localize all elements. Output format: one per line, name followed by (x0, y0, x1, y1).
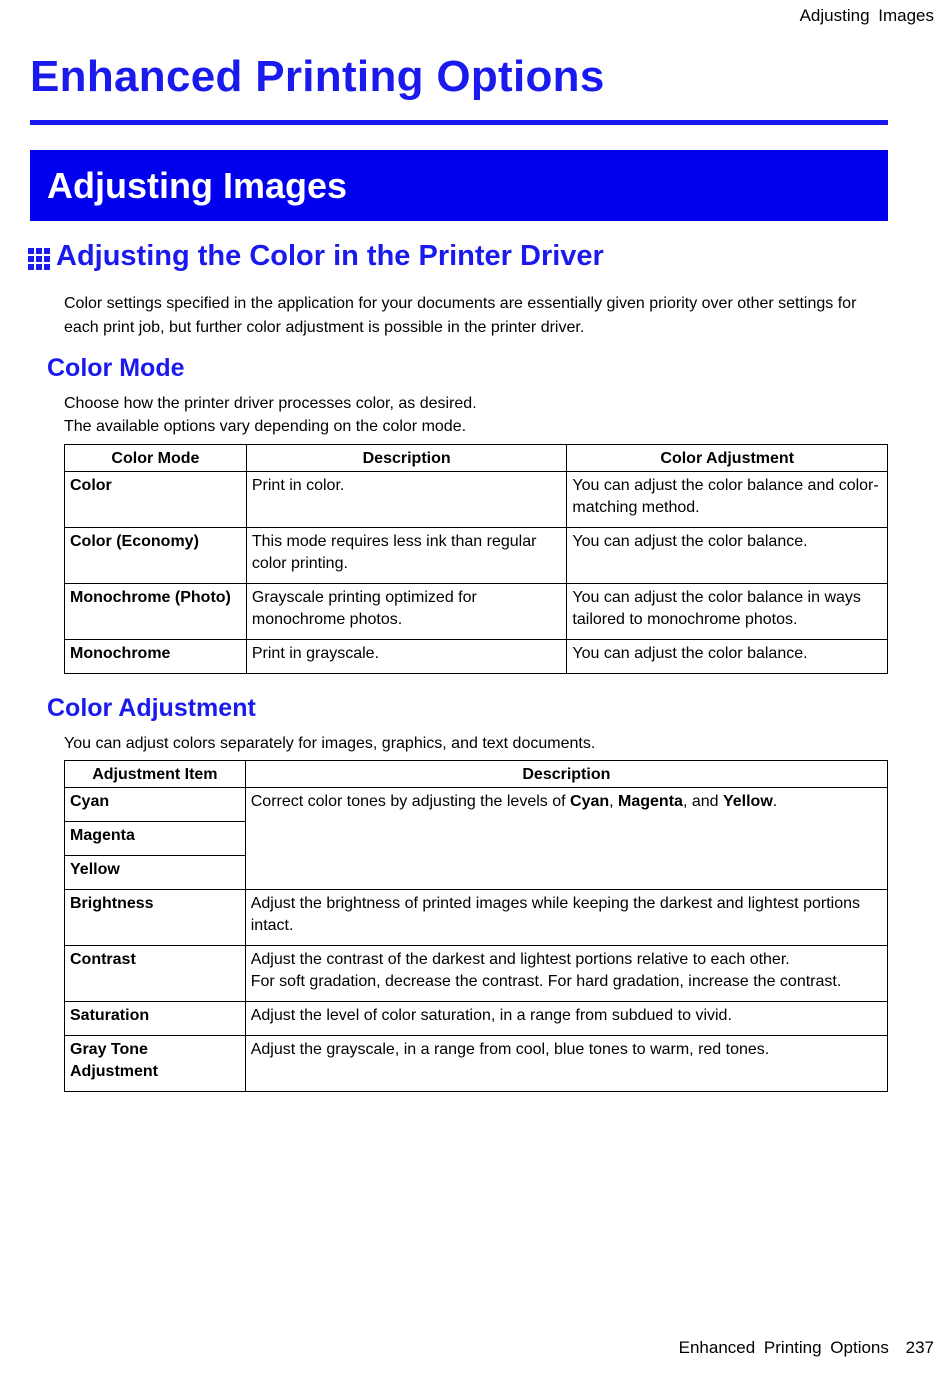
description-cell: Print in grayscale. (246, 640, 567, 674)
table-row (65, 890, 888, 946)
color-adjustment-table (64, 760, 888, 1092)
cmy-desc-prefix: Correct color tones by adjusting the levels of (250, 793, 571, 810)
table-row (65, 584, 888, 640)
description-cell: This mode requires less ink than regular color printing. (246, 528, 567, 584)
adjustment-cell: You can adjust the color balance and color-matching method. (567, 472, 888, 528)
description-cell: Adjust the level of color saturation, in a range from subdued to vivid. (245, 1002, 887, 1036)
color-mode-line-2: The available options vary depending on the color mode. (64, 418, 467, 435)
cmy-desc-cyan: Cyan (570, 793, 610, 810)
cmy-desc-sep2: , and (682, 793, 723, 810)
table-row (65, 1036, 888, 1092)
table-header-row (65, 761, 888, 788)
cmy-description-cell (245, 788, 887, 890)
table-row (65, 946, 888, 1002)
description-cell: Adjust the brightness of printed images while keeping the darkest and lightest portions intact. (245, 890, 887, 946)
column-header: Description (245, 761, 887, 788)
color-mode-table (64, 444, 888, 674)
color-adjustment-heading: Color Adjustment (47, 694, 256, 722)
subsection-header (28, 240, 604, 273)
color-adjustment-line-1: You can adjust colors separately for images, graphics, and text documents. (64, 735, 596, 752)
chapter-title: Enhanced Printing Options (30, 52, 605, 101)
cmy-desc-sep1: , (609, 793, 619, 810)
page-footer (679, 1338, 934, 1358)
column-header: Adjustment Item (65, 761, 246, 788)
item-cell-cyan: Cyan (65, 788, 246, 822)
table-row (65, 528, 888, 584)
column-header: Description (246, 445, 567, 472)
section-banner (30, 150, 888, 221)
table-row (65, 788, 888, 822)
color-mode-line-1: Choose how the printer driver processes color, as desired. (64, 395, 477, 412)
adjustment-cell: You can adjust the color balance in ways tailored to monochrome photos. (567, 584, 888, 640)
table-row (65, 1002, 888, 1036)
running-header: Adjusting Images (799, 6, 934, 25)
description-cell: Grayscale printing optimized for monochrome photos. (246, 584, 567, 640)
adjustment-cell: You can adjust the color balance. (567, 528, 888, 584)
subsection-intro: Color settings specified in the application for your documents are essentially given priority over other settings for each print job, but further color adjustment is possible in the printer driver. (64, 295, 857, 336)
item-cell-magenta: Magenta (65, 822, 246, 856)
cmy-desc-yellow: Yellow (722, 793, 773, 810)
title-rule (30, 120, 888, 125)
description-line: Adjust the contrast of the darkest and lightest portions relative to each other. (250, 951, 790, 968)
grid-icon (28, 248, 50, 270)
cmy-desc-suffix: . (772, 793, 778, 810)
item-cell: Gray Tone Adjustment (65, 1036, 246, 1092)
table-row (65, 472, 888, 528)
color-mode-heading: Color Mode (47, 354, 185, 382)
subsection-title: Adjusting the Color in the Printer Driver (56, 240, 604, 272)
description-cell: Adjust the grayscale, in a range from cool, blue tones to warm, red tones. (245, 1036, 887, 1092)
item-cell: Brightness (65, 890, 246, 946)
footer-title: Enhanced Printing Options (678, 1338, 889, 1357)
table-header-row (65, 445, 888, 472)
table-row (65, 640, 888, 674)
mode-cell: Monochrome (Photo) (65, 584, 247, 640)
column-header: Color Mode (65, 445, 247, 472)
item-cell: Saturation (65, 1002, 246, 1036)
column-header: Color Adjustment (567, 445, 888, 472)
item-cell-yellow: Yellow (65, 856, 246, 890)
mode-cell: Color (65, 472, 247, 528)
cmy-desc-magenta: Magenta (618, 793, 683, 810)
item-cell: Contrast (65, 946, 246, 1002)
description-cell (245, 946, 887, 1002)
section-title: Adjusting Images (47, 164, 348, 206)
page-number: 237 (905, 1338, 934, 1357)
description-cell: Print in color. (246, 472, 567, 528)
description-line: For soft gradation, decrease the contrast. For hard gradation, increase the contrast. (250, 973, 842, 990)
adjustment-cell: You can adjust the color balance. (567, 640, 888, 674)
mode-cell: Color (Economy) (65, 528, 247, 584)
mode-cell: Monochrome (65, 640, 247, 674)
